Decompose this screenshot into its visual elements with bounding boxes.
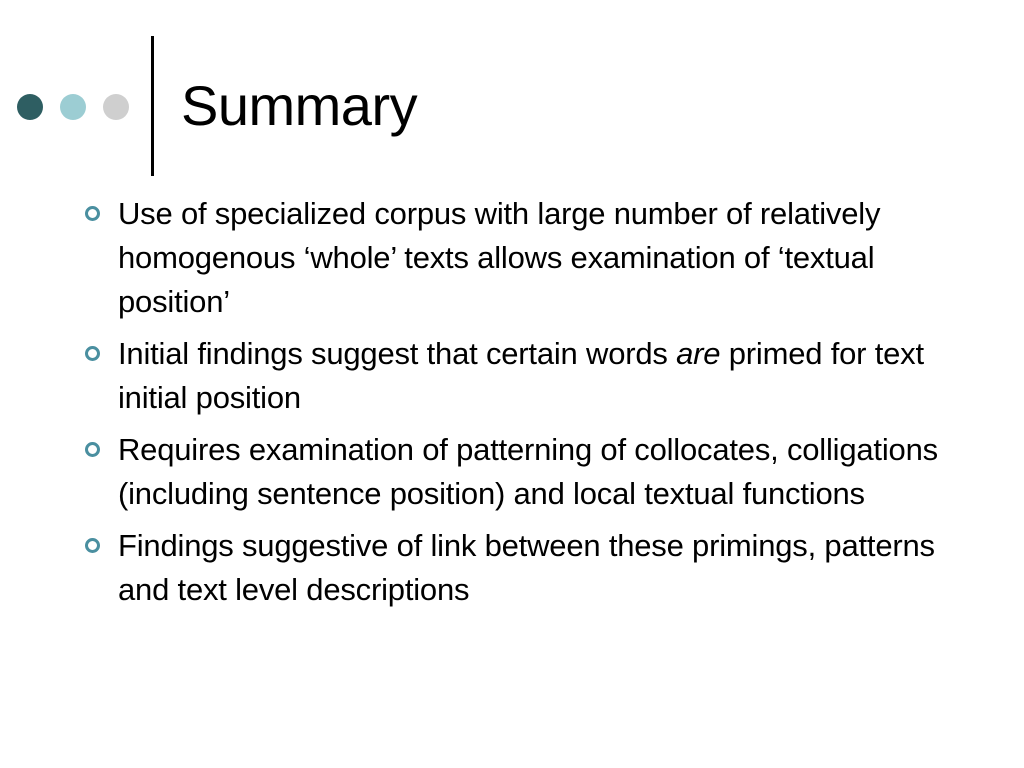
slide-title: Summary bbox=[181, 74, 418, 137]
decor-dot-3 bbox=[103, 94, 129, 120]
bullet-text-end: primed for text initial position bbox=[118, 336, 924, 415]
bullet-list bbox=[82, 192, 962, 620]
bullet-text-start: Initial findings suggest that certain words bbox=[118, 336, 677, 371]
bullet-text: Requires examination of patterning of collocates, colligations (including sentence position) and local textual functions bbox=[118, 432, 938, 511]
bullet-item-2 bbox=[82, 332, 962, 420]
bullet-text: Findings suggestive of link between these primings, patterns and text level descriptions bbox=[118, 528, 935, 607]
bullet-item-4 bbox=[82, 524, 962, 612]
bullet-ring-icon bbox=[85, 538, 100, 553]
bullet-item-1 bbox=[82, 192, 962, 324]
bullet-item-3 bbox=[82, 428, 962, 516]
bullet-emphasis: are bbox=[676, 336, 721, 371]
bullet-ring-icon bbox=[85, 206, 100, 221]
bullet-text: Use of specialized corpus with large number of relatively homogenous ‘whole’ texts allows examination of ‘textual position’ bbox=[118, 196, 881, 319]
decor-dot-2 bbox=[60, 94, 86, 120]
decor-dot-1 bbox=[17, 94, 43, 120]
bullet-ring-icon bbox=[85, 346, 100, 361]
bullet-ring-icon bbox=[85, 442, 100, 457]
title-divider bbox=[151, 36, 154, 176]
